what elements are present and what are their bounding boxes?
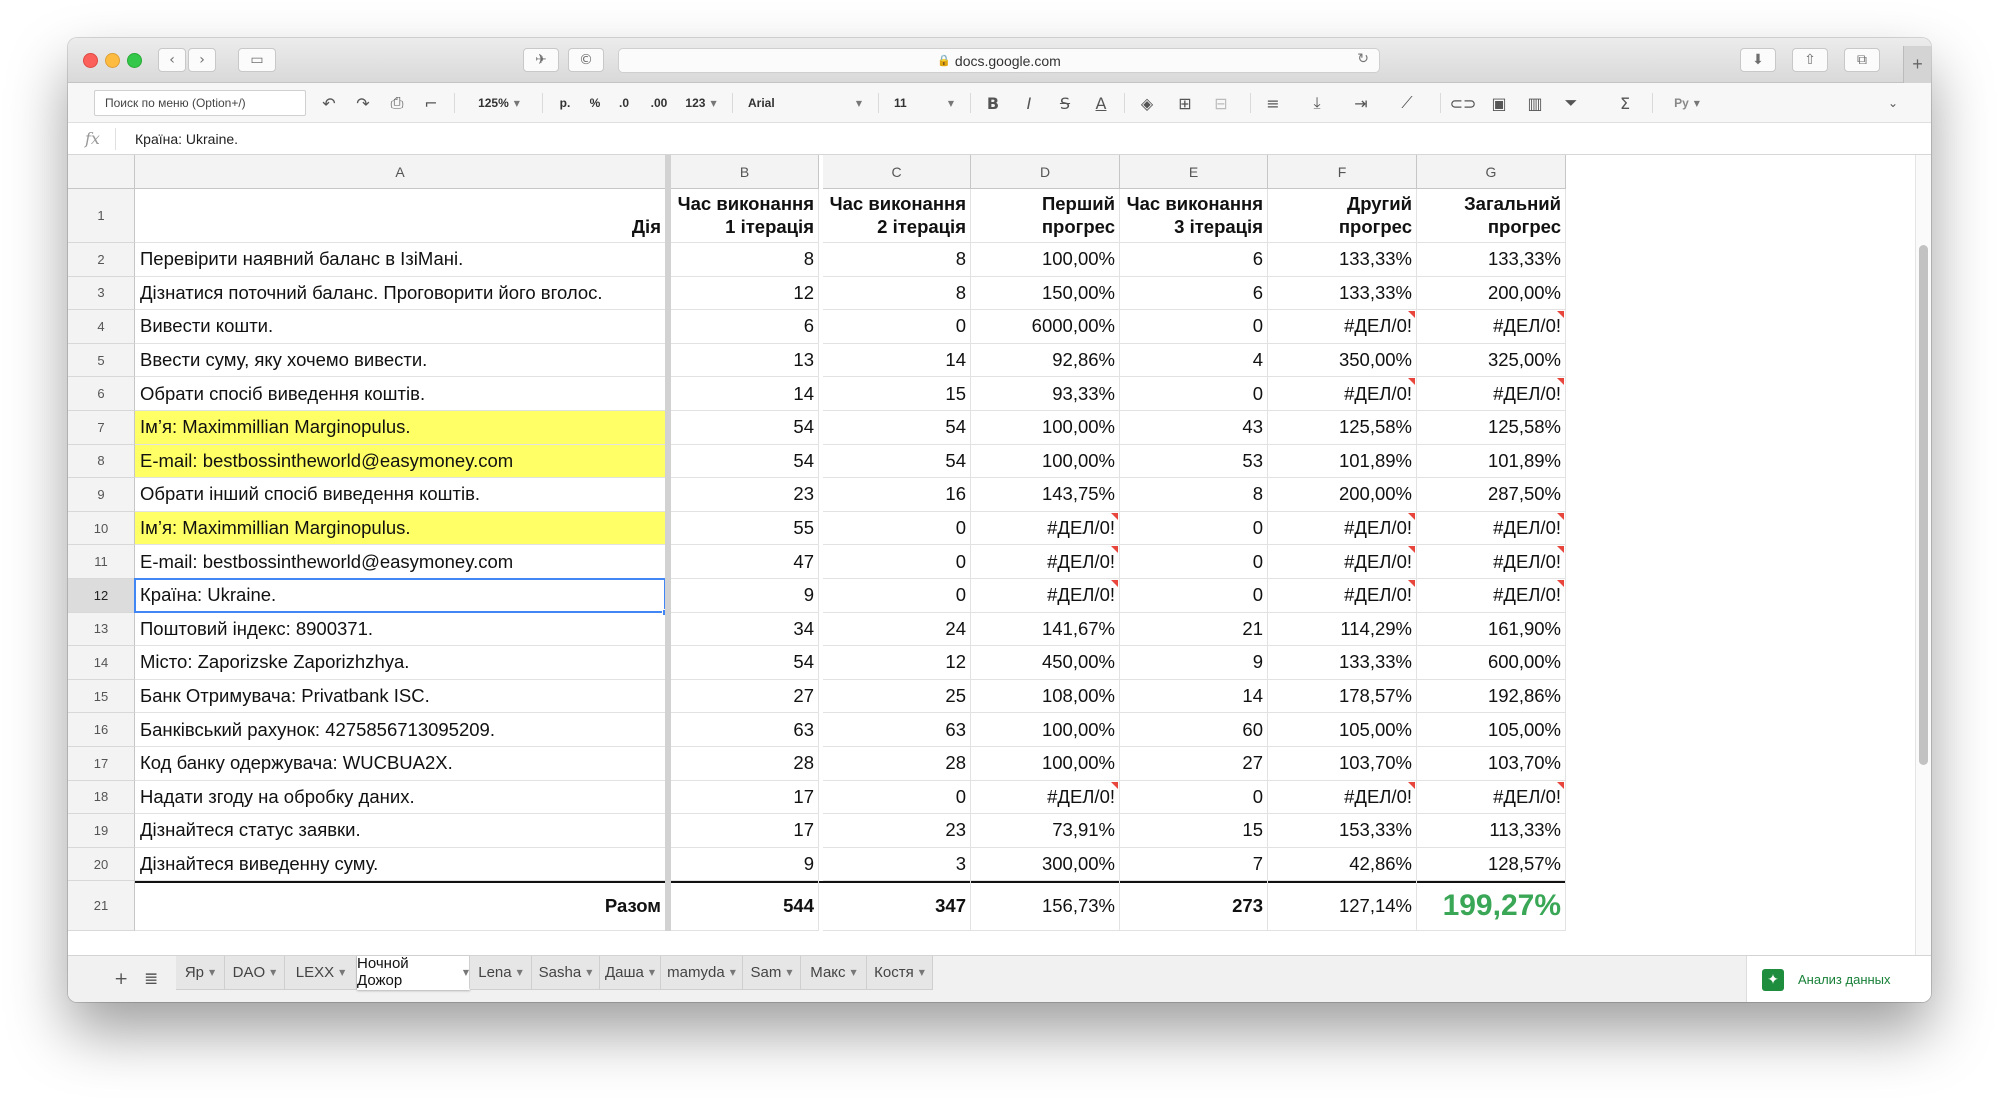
sheet-tab[interactable] — [176, 956, 225, 990]
column-header-f[interactable]: F — [1268, 155, 1417, 189]
downloads-button[interactable] — [1740, 48, 1776, 72]
row-header-total[interactable]: 21 — [68, 881, 135, 931]
table-cell[interactable]: 200,00% — [1268, 478, 1417, 512]
total-cell[interactable]: 127,14% — [1268, 881, 1417, 931]
table-cell[interactable]: 21 — [1120, 613, 1268, 647]
table-cell[interactable]: 0 — [1120, 781, 1268, 815]
table-cell[interactable]: 133,33% — [1268, 277, 1417, 311]
paint-format-icon[interactable]: ⌐ — [424, 93, 438, 113]
table-cell[interactable]: 60 — [1120, 713, 1268, 747]
table-cell[interactable]: 63 — [823, 713, 971, 747]
table-cell[interactable]: 27 — [671, 680, 819, 714]
currency-format-button[interactable] — [552, 90, 578, 116]
table-cell[interactable]: Поштовий індекс: 8900371. — [135, 613, 666, 647]
strikethrough-icon[interactable]: S — [1059, 93, 1071, 113]
table-cell[interactable]: 143,75% — [971, 478, 1120, 512]
table-cell[interactable]: 34 — [671, 613, 819, 647]
bold-icon[interactable]: B — [986, 93, 1000, 113]
text-rotation-icon[interactable]: ⟋ — [1401, 93, 1413, 112]
table-cell[interactable]: 54 — [823, 411, 971, 445]
table-cell[interactable]: Дізнайтеся виведенну суму. — [135, 848, 666, 882]
undo-icon[interactable]: ↶ — [322, 93, 336, 113]
chevron-left-icon: ‹ — [169, 52, 175, 68]
table-cell[interactable]: #ДЕЛ/0! — [1268, 377, 1417, 411]
table-cell[interactable]: 103,70% — [1268, 747, 1417, 781]
table-cell[interactable]: 0 — [823, 781, 971, 815]
grand-total-cell[interactable]: 199,27% — [1417, 881, 1566, 931]
table-cell[interactable]: E-mail: bestbossintheworld@easymoney.com — [135, 545, 666, 579]
insert-link-icon[interactable]: ⊂⊃ — [1449, 93, 1477, 113]
row-header[interactable]: 10 — [68, 512, 135, 546]
sheet-tab-label: Даша — [604, 964, 644, 981]
caret-down-icon: ▼ — [855, 98, 862, 108]
sheet-tab-label: DAO — [232, 964, 266, 981]
table-cell[interactable]: Вивести кошти. — [135, 310, 666, 344]
table-cell[interactable]: 13 — [671, 344, 819, 378]
chevron-right-icon: › — [199, 52, 205, 68]
caret-down-icon[interactable]: ▼ — [270, 968, 277, 977]
table-cell[interactable]: 0 — [1120, 579, 1268, 613]
table-cell[interactable]: 101,89% — [1417, 445, 1566, 479]
table-cell[interactable]: 16 — [823, 478, 971, 512]
caret-down-icon[interactable]: ▼ — [209, 968, 216, 977]
table-cell[interactable]: 300,00% — [971, 848, 1120, 882]
header-cell-e[interactable]: Час виконання 3 ітерація — [1120, 189, 1268, 243]
table-cell[interactable]: 0 — [1120, 512, 1268, 546]
grammarly-icon: © — [579, 52, 593, 68]
table-cell[interactable]: #ДЕЛ/0! — [1268, 310, 1417, 344]
table-cell[interactable]: #ДЕЛ/0! — [1417, 310, 1566, 344]
row-header[interactable]: 16 — [68, 713, 135, 747]
row-header[interactable]: 14 — [68, 646, 135, 680]
table-cell[interactable]: 8 — [823, 243, 971, 277]
tabs-overview-button[interactable] — [1844, 48, 1880, 72]
header-cell-a[interactable]: Дія — [135, 189, 666, 243]
plus-icon: + — [1912, 54, 1923, 74]
table-cell[interactable]: 9 — [1120, 646, 1268, 680]
table-cell[interactable]: 100,00% — [971, 445, 1120, 479]
table-cell[interactable]: 12 — [823, 646, 971, 680]
table-cell[interactable]: 54 — [823, 445, 971, 479]
menu-search-placeholder: Поиск по меню (Option+/) — [105, 96, 246, 110]
row-header[interactable]: 13 — [68, 613, 135, 647]
explore-label: Анализ данных — [1798, 972, 1891, 987]
total-cell[interactable]: 347 — [823, 881, 971, 931]
table-cell[interactable]: 27 — [1120, 747, 1268, 781]
sheet-tab-label: LEXX — [295, 964, 335, 981]
header-cell-c[interactable]: Час виконання 2 ітерація — [823, 189, 971, 243]
sheet-tab[interactable] — [661, 956, 743, 990]
table-cell[interactable]: 114,29% — [1268, 613, 1417, 647]
table-cell[interactable]: 350,00% — [1268, 344, 1417, 378]
caret-down-icon: ▼ — [513, 98, 520, 108]
sheet-tab[interactable] — [743, 956, 801, 990]
text-color-icon[interactable]: A — [1095, 93, 1107, 113]
table-cell[interactable]: 141,67% — [971, 613, 1120, 647]
zoom-select[interactable] — [464, 90, 534, 116]
table-cell[interactable]: 125,58% — [1417, 411, 1566, 445]
table-cell[interactable]: 7 — [1120, 848, 1268, 882]
collapse-toolbar-icon[interactable]: ⌄ — [1887, 96, 1899, 110]
more-formats-select[interactable] — [678, 90, 724, 116]
caret-down-icon[interactable]: ▼ — [729, 968, 736, 977]
table-cell[interactable]: Ввести суму, яку хочемо вивести. — [135, 344, 666, 378]
table-cell[interactable]: 93,33% — [971, 377, 1120, 411]
table-cell[interactable]: Дізнатися поточний баланс. Проговорити його вголос. — [135, 277, 666, 311]
caret-down-icon: ▼ — [947, 98, 954, 108]
table-cell[interactable]: #ДЕЛ/0! — [1268, 512, 1417, 546]
table-cell[interactable]: Перевірити наявний баланс в ІзіМані. — [135, 243, 666, 277]
table-cell[interactable]: Місто: Zaporizske Zaporizhzhya. — [135, 646, 666, 680]
sheets-toolbar — [68, 83, 1931, 123]
row-header-1[interactable]: 1 — [68, 189, 135, 243]
row-header[interactable]: 6 — [68, 377, 135, 411]
row-header[interactable]: 15 — [68, 680, 135, 714]
table-cell[interactable]: 0 — [823, 310, 971, 344]
zoom-window-button[interactable] — [127, 53, 142, 68]
table-cell[interactable]: #ДЕЛ/0! — [971, 545, 1120, 579]
table-cell[interactable]: Надати згоду на обробку даних. — [135, 781, 666, 815]
table-cell[interactable]: #ДЕЛ/0! — [971, 781, 1120, 815]
font-value: Arial — [748, 96, 775, 110]
row-header[interactable]: 19 — [68, 814, 135, 848]
table-cell[interactable]: 6 — [1120, 243, 1268, 277]
table-cell[interactable]: 101,89% — [1268, 445, 1417, 479]
table-cell[interactable]: 17 — [671, 814, 819, 848]
reload-icon[interactable]: ↻ — [1357, 51, 1369, 67]
url-text: docs.google.com — [954, 52, 1061, 69]
sheet-tab-label: Sam — [750, 964, 782, 981]
sheet-tab-label: mamyda — [667, 964, 725, 981]
percent-label: % — [589, 96, 601, 110]
table-cell[interactable]: 125,58% — [1268, 411, 1417, 445]
table-cell[interactable]: 192,86% — [1417, 680, 1566, 714]
redo-icon[interactable]: ↷ — [356, 93, 370, 113]
table-cell[interactable]: 12 — [671, 277, 819, 311]
table-cell[interactable]: 9 — [671, 848, 819, 882]
table-cell[interactable]: 133,33% — [1417, 243, 1566, 277]
header-cell-d[interactable]: Перший прогрес — [971, 189, 1120, 243]
table-cell[interactable]: 0 — [1120, 310, 1268, 344]
table-cell[interactable]: 108,00% — [971, 680, 1120, 714]
table-cell[interactable]: 133,33% — [1268, 646, 1417, 680]
sheet-tab-label: Ночной Дожор — [357, 955, 409, 989]
table-cell[interactable]: 0 — [823, 579, 971, 613]
column-header-a[interactable]: A — [135, 155, 666, 189]
row-header[interactable]: 18 — [68, 781, 135, 815]
caret-down-icon[interactable]: ▼ — [516, 968, 523, 977]
table-cell[interactable]: 133,33% — [1268, 243, 1417, 277]
sheet-tab[interactable] — [801, 956, 867, 990]
table-cell[interactable]: Обрати спосіб виведення коштів. — [135, 377, 666, 411]
select-all-corner[interactable] — [68, 155, 135, 189]
sidebar-icon: ▭ — [250, 52, 264, 68]
increase-decimal-button[interactable] — [642, 90, 676, 116]
frozen-column-divider[interactable] — [665, 155, 671, 931]
row-header[interactable]: 20 — [68, 848, 135, 882]
close-window-button[interactable] — [83, 53, 98, 68]
table-cell[interactable]: 28 — [823, 747, 971, 781]
table-cell[interactable]: #ДЕЛ/0! — [1417, 781, 1566, 815]
table-cell[interactable]: 17 — [671, 781, 819, 815]
caret-down-icon[interactable]: ▼ — [786, 968, 793, 977]
table-cell[interactable]: 54 — [671, 411, 819, 445]
table-cell[interactable]: 54 — [671, 646, 819, 680]
table-cell[interactable]: 0 — [1120, 545, 1268, 579]
vertical-align-icon[interactable]: ⤓ — [1313, 93, 1321, 112]
caret-down-icon[interactable]: ▼ — [586, 968, 593, 977]
forward-button[interactable] — [188, 48, 216, 72]
row-header[interactable]: 9 — [68, 478, 135, 512]
table-cell[interactable]: 14 — [823, 344, 971, 378]
table-cell[interactable]: 47 — [671, 545, 819, 579]
sheet-tabs-bar — [68, 955, 1931, 1002]
currency-label: р. — [559, 96, 571, 110]
sheet-tab[interactable] — [357, 956, 470, 990]
table-cell[interactable]: 14 — [671, 377, 819, 411]
merge-cells-icon[interactable]: ⊟ — [1214, 93, 1228, 113]
column-header-e[interactable]: E — [1120, 155, 1268, 189]
caret-down-icon: ▼ — [1693, 98, 1700, 108]
table-cell[interactable]: 0 — [1120, 377, 1268, 411]
percent-format-button[interactable] — [582, 90, 608, 116]
table-cell[interactable]: 15 — [823, 377, 971, 411]
table-cell[interactable]: 8 — [1120, 478, 1268, 512]
sheet-tab-label: Макс — [810, 964, 846, 981]
table-cell[interactable]: Банківський рахунок: 4275856713095209. — [135, 713, 666, 747]
table-cell[interactable]: 325,00% — [1417, 344, 1566, 378]
table-cell[interactable]: 150,00% — [971, 277, 1120, 311]
table-cell[interactable]: 92,86% — [971, 344, 1120, 378]
table-cell[interactable]: Ім’я: Maximmillian Marginopulus. — [135, 411, 666, 445]
table-cell[interactable]: #ДЕЛ/0! — [1268, 781, 1417, 815]
table-cell[interactable]: 43 — [1120, 411, 1268, 445]
table-cell[interactable]: 128,57% — [1417, 848, 1566, 882]
total-cell[interactable]: 544 — [671, 881, 819, 931]
italic-icon[interactable]: I — [1026, 93, 1032, 113]
explore-button[interactable] — [1746, 956, 1931, 1002]
table-cell[interactable]: 105,00% — [1268, 713, 1417, 747]
sidebar-toggle-button[interactable] — [238, 48, 276, 72]
extension-button[interactable] — [523, 48, 559, 72]
row-header[interactable]: 5 — [68, 344, 135, 378]
row-header[interactable]: 4 — [68, 310, 135, 344]
caret-down-icon[interactable]: ▼ — [339, 968, 346, 977]
table-cell[interactable]: 42,86% — [1268, 848, 1417, 882]
row-header[interactable]: 12 — [68, 579, 135, 613]
row-header[interactable]: 7 — [68, 411, 135, 445]
row-header[interactable]: 17 — [68, 747, 135, 781]
column-header-d[interactable]: D — [971, 155, 1120, 189]
table-cell[interactable]: 8 — [823, 277, 971, 311]
total-cell[interactable]: Разом — [135, 881, 666, 931]
column-header-c[interactable]: C — [823, 155, 971, 189]
table-cell[interactable]: 0 — [823, 512, 971, 546]
table-cell[interactable]: 6 — [1120, 277, 1268, 311]
sheet-tab[interactable] — [600, 956, 661, 990]
scrollbar-thumb[interactable] — [1919, 245, 1928, 765]
table-cell[interactable]: 6000,00% — [971, 310, 1120, 344]
table-cell[interactable]: 100,00% — [971, 243, 1120, 277]
caret-down-icon[interactable]: ▼ — [462, 967, 469, 977]
row-header[interactable]: 8 — [68, 445, 135, 479]
table-cell[interactable]: 14 — [1120, 680, 1268, 714]
font-select[interactable] — [740, 90, 870, 116]
table-cell[interactable]: 103,70% — [1417, 747, 1566, 781]
decimal-less-label: .0 — [618, 96, 629, 110]
table-cell[interactable]: 63 — [671, 713, 819, 747]
table-cell[interactable]: 24 — [823, 613, 971, 647]
input-tools-select[interactable] — [1662, 90, 1712, 116]
fill-color-icon[interactable]: ◈ — [1140, 93, 1154, 113]
insert-chart-icon[interactable]: ▥ — [1527, 93, 1543, 113]
share-button[interactable] — [1792, 48, 1828, 72]
table-cell[interactable]: 25 — [823, 680, 971, 714]
table-cell[interactable]: 9 — [671, 579, 819, 613]
table-cell[interactable]: Код банку одержувача: WUCBUA2X. — [135, 747, 666, 781]
table-cell[interactable]: 54 — [671, 445, 819, 479]
table-cell[interactable]: 23 — [671, 478, 819, 512]
sheet-tab[interactable] — [285, 956, 357, 990]
all-sheets-icon[interactable]: ≣ — [144, 969, 159, 989]
tabs-icon: ⧉ — [1857, 52, 1867, 68]
caret-down-icon[interactable]: ▼ — [648, 968, 656, 977]
total-cell[interactable]: 156,73% — [971, 881, 1120, 931]
explore-icon: ✦ — [1762, 969, 1784, 991]
row-header[interactable]: 3 — [68, 277, 135, 311]
input-tools-label: Ру — [1674, 96, 1689, 110]
table-cell[interactable]: #ДЕЛ/0! — [1268, 545, 1417, 579]
decimal-more-label: .00 — [650, 96, 668, 110]
table-cell[interactable]: 287,50% — [1417, 478, 1566, 512]
back-button[interactable] — [158, 48, 186, 72]
table-cell[interactable]: 53 — [1120, 445, 1268, 479]
pointer-icon: ✈ — [535, 52, 547, 68]
share-icon: ⇧ — [1804, 52, 1816, 68]
vertical-scrollbar[interactable] — [1915, 155, 1931, 955]
grammarly-button[interactable] — [568, 48, 604, 72]
table-cell[interactable]: 8 — [671, 243, 819, 277]
formula-bar — [68, 123, 1931, 155]
table-cell[interactable]: 55 — [671, 512, 819, 546]
table-cell[interactable]: 28 — [671, 747, 819, 781]
decrease-decimal-button[interactable] — [610, 90, 638, 116]
table-cell[interactable]: #ДЕЛ/0! — [971, 579, 1120, 613]
sheet-tab-label: Lena — [478, 964, 512, 981]
sheet-tab[interactable] — [532, 956, 600, 990]
sheet-tab-label: Яр — [184, 964, 205, 981]
table-cell[interactable]: 4 — [1120, 344, 1268, 378]
sheet-tab[interactable] — [225, 956, 285, 990]
table-cell[interactable]: 6 — [671, 310, 819, 344]
table-cell[interactable]: 178,57% — [1268, 680, 1417, 714]
table-cell[interactable]: #ДЕЛ/0! — [1417, 579, 1566, 613]
row-header[interactable]: 11 — [68, 545, 135, 579]
zoom-value: 125% — [478, 96, 509, 110]
table-cell[interactable]: 600,00% — [1417, 646, 1566, 680]
header-cell-b[interactable]: Час виконання 1 ітерація — [671, 189, 819, 243]
column-header-g[interactable]: G — [1417, 155, 1566, 189]
table-cell[interactable]: Дізнайтеся статус заявки. — [135, 814, 666, 848]
table-cell[interactable]: Банк Отримувача: Privatbank ISC. — [135, 680, 666, 714]
caret-down-icon[interactable]: ▼ — [918, 968, 925, 977]
table-cell[interactable]: Ім’я: Maximmillian Marginopulus. — [135, 512, 666, 546]
table-cell[interactable]: Обрати інший спосіб виведення коштів. — [135, 478, 666, 512]
sheet-tab[interactable] — [867, 956, 933, 990]
table-cell[interactable]: 113,33% — [1417, 814, 1566, 848]
table-cell[interactable]: 73,91% — [971, 814, 1120, 848]
table-cell[interactable]: #ДЕЛ/0! — [1417, 545, 1566, 579]
table-cell[interactable]: E-mail: bestbossintheworld@easymoney.com — [135, 445, 666, 479]
functions-icon[interactable]: Σ — [1619, 93, 1631, 113]
table-cell[interactable]: 23 — [823, 814, 971, 848]
font-size-value: 11 — [894, 96, 907, 110]
align-left-icon[interactable]: ≡ — [1266, 93, 1280, 113]
table-cell[interactable]: 0 — [823, 545, 971, 579]
table-cell[interactable]: 100,00% — [971, 411, 1120, 445]
total-cell[interactable]: 273 — [1120, 881, 1268, 931]
text-wrap-icon[interactable]: ⇥ — [1354, 93, 1368, 113]
header-cell-f[interactable]: Другий прогрес — [1268, 189, 1417, 243]
insert-comment-icon[interactable]: ▣ — [1491, 93, 1507, 113]
print-icon[interactable]: ⎙ — [390, 93, 404, 112]
add-sheet-icon[interactable]: + — [114, 969, 129, 989]
table-cell[interactable]: #ДЕЛ/0! — [1417, 377, 1566, 411]
address-bar[interactable] — [618, 48, 1380, 73]
table-cell[interactable]: 3 — [823, 848, 971, 882]
browser-window — [68, 38, 1931, 1002]
caret-down-icon: ▼ — [710, 98, 717, 108]
table-cell[interactable]: 15 — [1120, 814, 1268, 848]
table-cell[interactable]: #ДЕЛ/0! — [971, 512, 1120, 546]
filter-icon[interactable]: ⏷ — [1564, 93, 1578, 112]
table-cell[interactable]: 105,00% — [1417, 713, 1566, 747]
table-cell[interactable]: #ДЕЛ/0! — [1268, 579, 1417, 613]
borders-icon[interactable]: ⊞ — [1178, 93, 1192, 113]
format-more-label: 123 — [685, 96, 706, 110]
formula-input[interactable]: Країна: Ukraine. — [135, 131, 239, 147]
browser-titlebar — [68, 38, 1931, 83]
table-cell[interactable]: 450,00% — [971, 646, 1120, 680]
column-header-b[interactable]: B — [671, 155, 819, 189]
menu-search-input[interactable] — [94, 90, 306, 116]
sheet-tab-label: Костя — [874, 964, 914, 981]
table-cell[interactable]: 100,00% — [971, 747, 1120, 781]
row-header[interactable]: 2 — [68, 243, 135, 277]
table-cell[interactable]: 100,00% — [971, 713, 1120, 747]
minimize-window-button[interactable] — [105, 53, 120, 68]
caret-down-icon[interactable]: ▼ — [850, 968, 857, 977]
sheet-tab[interactable] — [470, 956, 532, 990]
sheet-tab-label: Sasha — [538, 964, 582, 981]
table-cell[interactable]: 161,90% — [1417, 613, 1566, 647]
fx-icon: fx — [85, 129, 100, 148]
font-size-select[interactable] — [886, 90, 962, 116]
download-icon: ⬇ — [1752, 52, 1764, 68]
table-cell[interactable]: 153,33% — [1268, 814, 1417, 848]
header-cell-g[interactable]: Загальний прогрес — [1417, 189, 1566, 243]
table-cell[interactable]: Країна: Ukraine. — [135, 579, 666, 613]
table-cell[interactable]: 200,00% — [1417, 277, 1566, 311]
table-cell[interactable]: #ДЕЛ/0! — [1417, 512, 1566, 546]
lock-icon: 🔒 — [937, 54, 951, 67]
new-tab-button[interactable] — [1903, 46, 1931, 83]
